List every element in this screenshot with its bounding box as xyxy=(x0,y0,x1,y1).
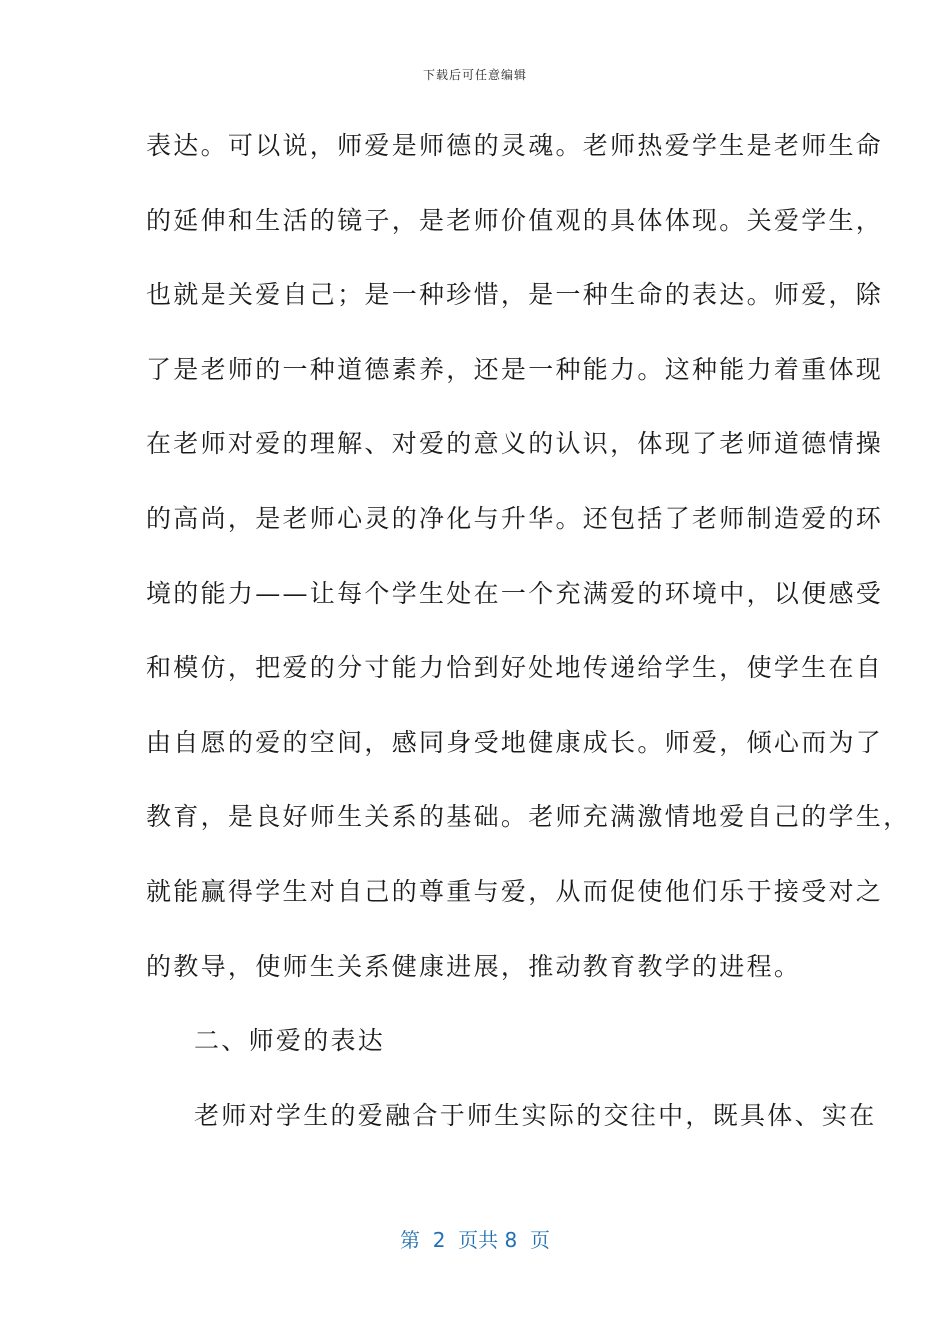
paragraph-line: 境的能力——让每个学生处在一个充满爱的环境中，以便感受 xyxy=(146,578,884,608)
paragraph-line: 的高尚，是老师心灵的净化与升华。还包括了老师制造爱的环 xyxy=(146,503,884,533)
paragraph-line: 和模仿，把爱的分寸能力恰到好处地传递给学生，使学生在自 xyxy=(146,653,884,683)
paragraph-line: 也就是关爱自己；是一种珍惜，是一种生命的表达。师爱，除 xyxy=(146,280,884,310)
paragraph-line: 就能赢得学生对自己的尊重与爱，从而促使他们乐于接受对之 xyxy=(146,876,884,906)
paragraph-line: 在老师对爱的理解、对爱的意义的认识，体现了老师道德情操 xyxy=(146,429,884,459)
paragraph-line: 了是老师的一种道德素养，还是一种能力。这种能力着重体现 xyxy=(146,354,884,384)
section-heading: 二、师爱的表达 xyxy=(194,1026,386,1056)
paragraph-line: 教育，是良好师生关系的基础。老师充满激情地爱自己的学生， xyxy=(146,802,911,832)
document-body xyxy=(146,119,911,1163)
page-header: 下载后可任意编辑 xyxy=(422,68,527,82)
paragraph-line: 由自愿的爱的空间，感同身受地健康成长。师爱，倾心而为了 xyxy=(146,727,884,757)
paragraph-line: 的延伸和生活的镜子，是老师价值观的具体体现。关爱学生， xyxy=(146,205,884,235)
paragraph-line: 老师对学生的爱融合于师生实际的交往中，既具体、实在 xyxy=(194,1100,877,1130)
page-number-footer: 第 2 页共 8 页 xyxy=(400,1228,550,1252)
paragraph-line: 的教导，使师生关系健康进展，推动教育教学的进程。 xyxy=(146,951,802,981)
paragraph-line: 表达。可以说，师爱是师德的灵魂。老师热爱学生是老师生命 xyxy=(146,131,884,160)
